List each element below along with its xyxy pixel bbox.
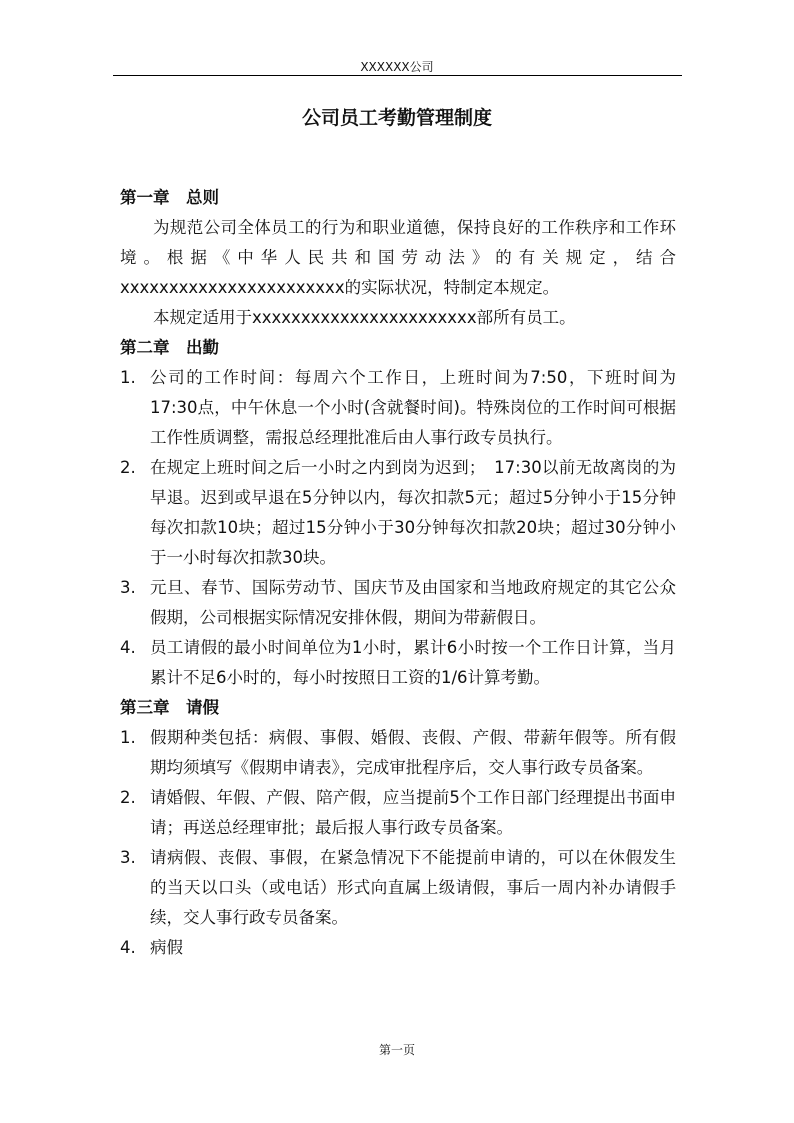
list-item — [120, 573, 676, 633]
list-item — [120, 933, 676, 963]
page-header: XXXXXX公司 — [360, 60, 434, 74]
header-divider — [113, 75, 682, 76]
chapter-3-heading: 第三章 请假 — [120, 698, 219, 717]
list-item — [120, 633, 676, 693]
list-item-text: 假期种类包括：病假、事假、婚假、丧假、产假、带薪年假等。所有假期均须填写《假期申请表》，完成审批程序后，交人事行政专员备案。 — [150, 728, 676, 777]
list-item-text: 请婚假、年假、产假、陪产假，应当提前5个工作日部门经理提出书面申请；再送总经理审批；最后报人事行政专员备案。 — [150, 788, 676, 837]
list-item-number: 3. — [120, 848, 136, 867]
list-item-text: 请病假、丧假、事假，在紧急情况下不能提前申请的，可以在休假发生的当天以口头（或电话）形式向直属上级请假，事后一周内补办请假手续，交人事行政专员备案。 — [150, 848, 676, 927]
list-item — [120, 723, 676, 783]
list-item-text: 公司的工作时间：每周六个工作日，上班时间为7:50，下班时间为17:30点，中午休息一个小时(含就餐时间)。特殊岗位的工作时间可根据工作性质调整，需报总经理批准后由人事行政专员执行。 — [150, 368, 676, 447]
list-item-text: 在规定上班时间之后一小时之内到岗为迟到； 17:30以前无故离岗的为早退。迟到或早退在5分钟以内，每次扣款5元；超过5分钟小于15分钟每次扣款10块；超过15分钟小于30分钟每次扣款20块；超过30分钟小于一小时每次扣款30块。 — [150, 458, 676, 567]
list-item-number: 1. — [120, 368, 136, 387]
chapter-1-paragraph: 为规范公司全体员工的行为和职业道德，保持良好的工作秩序和工作环境。根据《中华人民共和国劳动法》的有关规定，结合xxxxxxxxxxxxxxxxxxxxxxx的实际状况，特制定本规定。 — [120, 218, 676, 297]
list-item-text: 元旦、春节、国际劳动节、国庆节及由国家和当地政府规定的其它公众假期，公司根据实际情况安排休假，期间为带薪假日。 — [150, 578, 676, 627]
list-item — [120, 363, 676, 453]
list-item-text: 病假 — [150, 938, 183, 957]
list-item-number: 4. — [120, 938, 136, 957]
document-body — [120, 183, 676, 963]
list-item — [120, 783, 676, 843]
page-footer: 第一页 — [378, 1043, 415, 1057]
document-title: 公司员工考勤管理制度 — [301, 107, 492, 129]
list-item-number: 4. — [120, 638, 136, 657]
chapter-1-paragraph: 本规定适用于xxxxxxxxxxxxxxxxxxxxxxx部所有员工。 — [153, 308, 576, 327]
list-item-number: 2. — [120, 458, 136, 477]
chapter-2-heading: 第二章 出勤 — [120, 338, 219, 357]
list-item-number: 1. — [120, 728, 136, 747]
list-item — [120, 843, 676, 933]
chapter-1-heading: 第一章 总则 — [120, 188, 219, 207]
list-item-number: 2. — [120, 788, 136, 807]
list-item — [120, 453, 676, 573]
list-item-number: 3. — [120, 578, 136, 597]
list-item-text: 员工请假的最小时间单位为1小时，累计6小时按一个工作日计算，当月累计不足6小时的，每小时按照日工资的1/6计算考勤。 — [150, 638, 676, 687]
